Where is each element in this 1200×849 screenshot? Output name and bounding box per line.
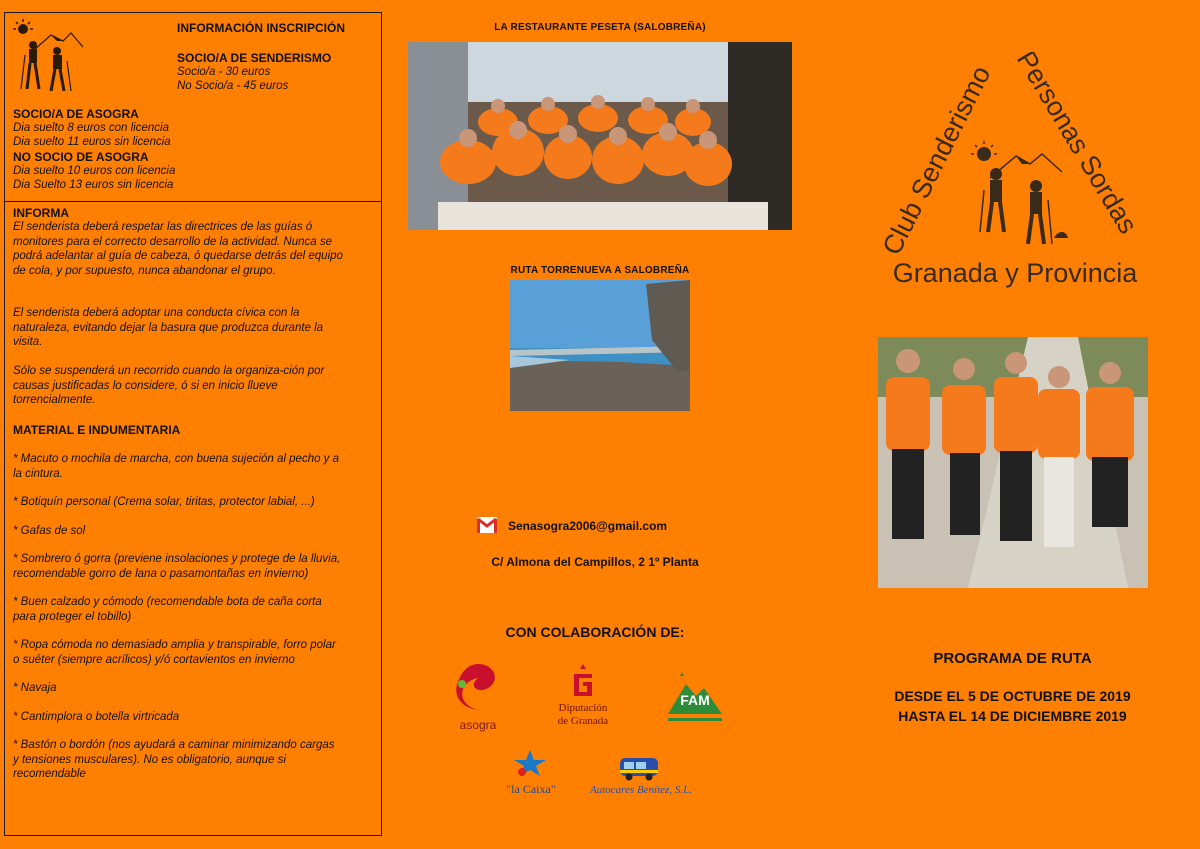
beach-photo bbox=[510, 280, 690, 411]
programa-title: PROGRAMA DE RUTA bbox=[933, 650, 1092, 667]
no-asogra-line-1: Dia suelto 10 euros con licencia bbox=[13, 165, 176, 177]
inscripcion-title: INFORMACIÓN INSCRIPCIÓN bbox=[177, 21, 345, 35]
contact-email[interactable]: Senasogra2006@gmail.com bbox=[508, 519, 668, 533]
la-caixa-star-icon bbox=[512, 748, 548, 778]
informa-paragraph-2: El senderista deberá adoptar una conducta cívica con la naturaleza, evitando dejar la basura que produzca durante la visita. bbox=[13, 307, 324, 348]
left-panel bbox=[4, 12, 382, 836]
material-item: * Bastón o bordón (nos ayudará a caminar minimizando cargas y tensiones musculares). No es obligatorio, aunque si recomendable bbox=[13, 739, 335, 780]
material-item: * Buen calzado y cómodo (recomendable bota de caña corta para proteger el tobillo) bbox=[13, 596, 322, 623]
club-logo bbox=[880, 52, 1150, 292]
material-item: * Botiquín personal (Crema solar, tiritas, protector labial, ...) bbox=[13, 496, 315, 508]
fam-logo-text: FAM bbox=[680, 692, 710, 708]
la-caixa-logo bbox=[500, 748, 562, 800]
material-item: * Gafas de sol bbox=[13, 524, 86, 537]
hikers-icon bbox=[13, 19, 91, 95]
logo-arc-right: Personas Sordas bbox=[1010, 52, 1144, 239]
gmail-icon bbox=[477, 517, 497, 533]
logo-arc-left: Club Senderismo bbox=[880, 61, 997, 260]
asogra-logo bbox=[448, 660, 508, 736]
date-to: HASTA EL 14 DE DICIEMBRE 2019 bbox=[898, 708, 1127, 724]
diputacion-logo-icon bbox=[570, 662, 596, 700]
no-asogra-title: NO SOCIO DE ASOGRA bbox=[13, 150, 149, 164]
diputacion-text-2: de Granada bbox=[557, 715, 609, 727]
fam-logo bbox=[660, 670, 730, 728]
asogra-line-1: Dia suelto 8 euros con licencia bbox=[13, 122, 169, 134]
material-item: * Ropa cómoda no demasiado amplia y transpirable, forro polar o suéter (siempre acrílicos) y/ó cortavientos en invierno bbox=[13, 639, 336, 666]
material-list bbox=[13, 452, 343, 796]
diputacion-text-1: Diputación bbox=[558, 702, 608, 714]
material-item: * Sombrero ó gorra (previene insolaciones y protege de la lluvia, recomendable gorro de lana o pasamontañas en invierno) bbox=[13, 553, 341, 580]
autocares-logo bbox=[582, 754, 700, 800]
contact-address: C/ Almona del Campillos, 2 1º Planta bbox=[491, 555, 699, 569]
material-item: * Macuto o mochila de marcha, con buena sujeción al pecho y a la cintura. bbox=[13, 453, 340, 480]
informa-title: INFORMA bbox=[13, 206, 69, 220]
asogra-logo-icon bbox=[448, 660, 508, 714]
club-logo-emblem bbox=[880, 52, 1150, 292]
no-asogra-line-2: Dia Suelto 13 euros sin licencia bbox=[13, 179, 174, 191]
material-item: * Cantimplora o botella virtricada bbox=[13, 710, 180, 723]
registration-box bbox=[4, 12, 382, 202]
material-title: MATERIAL E INDUMENTARIA bbox=[13, 423, 181, 437]
informa-paragraph-3: Sólo se suspenderá un recorrido cuando la organiza-ción por causas justificadas lo considere, ó si en inicio llueve torrencialmente. bbox=[13, 365, 325, 406]
material-item: * Navaja bbox=[13, 682, 57, 694]
socio-senderismo-title: SOCIO/A DE SENDERISMO bbox=[177, 51, 332, 65]
asogra-logo-text: asogra bbox=[459, 718, 497, 732]
socio-price: Socio/a - 30 euros bbox=[177, 66, 271, 78]
group-photo-image bbox=[408, 42, 792, 230]
la-caixa-text: "la Caixa" bbox=[506, 782, 556, 796]
group-photo bbox=[408, 42, 792, 230]
no-socio-price: No Socio/a - 45 euros bbox=[177, 80, 289, 92]
hikers-photo bbox=[878, 337, 1148, 588]
route-photo-caption: RUTA TORRENUEVA A SALOBREÑA bbox=[510, 265, 690, 276]
asogra-line-2: Dia suelto 11 euros sin licencia bbox=[13, 136, 171, 148]
date-from: DESDE EL 5 DE OCTUBRE DE 2019 bbox=[894, 688, 1131, 704]
diputacion-logo bbox=[548, 662, 618, 732]
autocares-text: Autocares Benítez, S.L. bbox=[590, 784, 692, 796]
hikers-photo-image bbox=[878, 337, 1148, 588]
collaboration-title: CON COLABORACIÓN DE: bbox=[505, 624, 685, 640]
informa-paragraph-1: El senderista deberá respetar las directrices de las guías ó monitores para el correcto desarrollo de la actividad. Nunca se podrá adelantar al guía de cabeza, ó quedarse detrás del equipo de cola, y por supuesto, nunca abandonar el grupo. bbox=[13, 221, 343, 277]
asogra-title: SOCIO/A DE ASOGRA bbox=[13, 107, 139, 121]
restaurant-photo-caption: LA RESTAURANTE PESETA (SALOBREÑA) bbox=[494, 22, 706, 33]
info-box bbox=[4, 201, 382, 836]
logo-bottom-text: Granada y Provincia bbox=[892, 258, 1138, 288]
bus-icon bbox=[618, 754, 660, 782]
beach-photo-image bbox=[510, 280, 690, 411]
